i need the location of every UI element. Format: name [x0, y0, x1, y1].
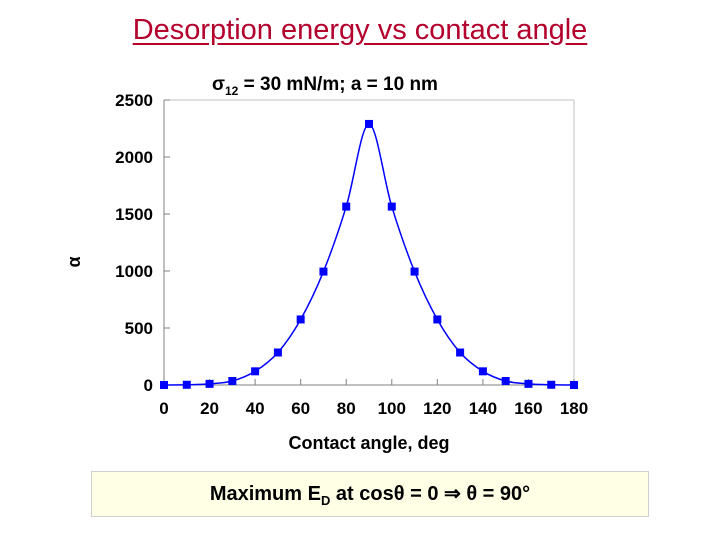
x-tick-label: 120 — [423, 399, 452, 418]
data-point — [297, 315, 305, 323]
y-tick-label: 2500 — [115, 91, 153, 110]
data-point — [206, 380, 214, 388]
x-tick-label: 80 — [336, 399, 356, 418]
y-axis-label: α — [64, 256, 84, 268]
y-tick-label: 500 — [124, 319, 153, 338]
conclusion-post: at cosθ = 0 ⇒ θ = 90° — [330, 482, 531, 505]
subtitle-values: = 30 mN/m; a = 10 nm — [238, 74, 438, 95]
data-point — [411, 268, 419, 276]
data-point — [388, 203, 396, 211]
x-tick-label: 40 — [245, 399, 265, 418]
conclusion-box — [91, 471, 649, 517]
x-tick-label: 60 — [291, 399, 311, 418]
y-tick-label: 0 — [143, 376, 153, 395]
data-point — [502, 377, 510, 385]
data-point — [228, 377, 236, 385]
data-point — [251, 367, 259, 375]
x-tick-label: 180 — [559, 399, 589, 418]
data-point — [342, 203, 350, 211]
data-point — [183, 381, 191, 389]
x-tick-label: 20 — [200, 399, 220, 418]
conclusion-sub: D — [320, 492, 331, 508]
data-point — [274, 349, 282, 357]
data-point — [160, 381, 168, 389]
data-point — [479, 367, 487, 375]
data-point — [365, 120, 373, 128]
data-point — [570, 381, 578, 389]
x-tick-label: 100 — [377, 399, 406, 418]
x-axis-label: Contact angle, deg — [288, 433, 450, 453]
data-point — [547, 381, 555, 389]
x-tick-label: 0 — [159, 399, 169, 418]
conclusion-pre: Maximum E — [209, 482, 321, 505]
x-tick-label: 160 — [514, 399, 543, 418]
sigma-symbol: σ — [212, 74, 225, 95]
y-tick-label: 1500 — [115, 205, 153, 224]
data-point — [319, 268, 327, 276]
slide-title: Desorption energy vs contact angle — [132, 14, 588, 46]
data-point — [456, 349, 464, 357]
data-point — [524, 380, 532, 388]
x-tick-label: 140 — [468, 399, 498, 418]
y-tick-label: 1000 — [115, 262, 153, 281]
y-tick-label: 2000 — [115, 148, 153, 167]
series-line — [164, 124, 574, 385]
sigma-subscript: 12 — [225, 83, 239, 98]
data-point — [433, 315, 441, 323]
conclusion-text — [210, 481, 530, 508]
